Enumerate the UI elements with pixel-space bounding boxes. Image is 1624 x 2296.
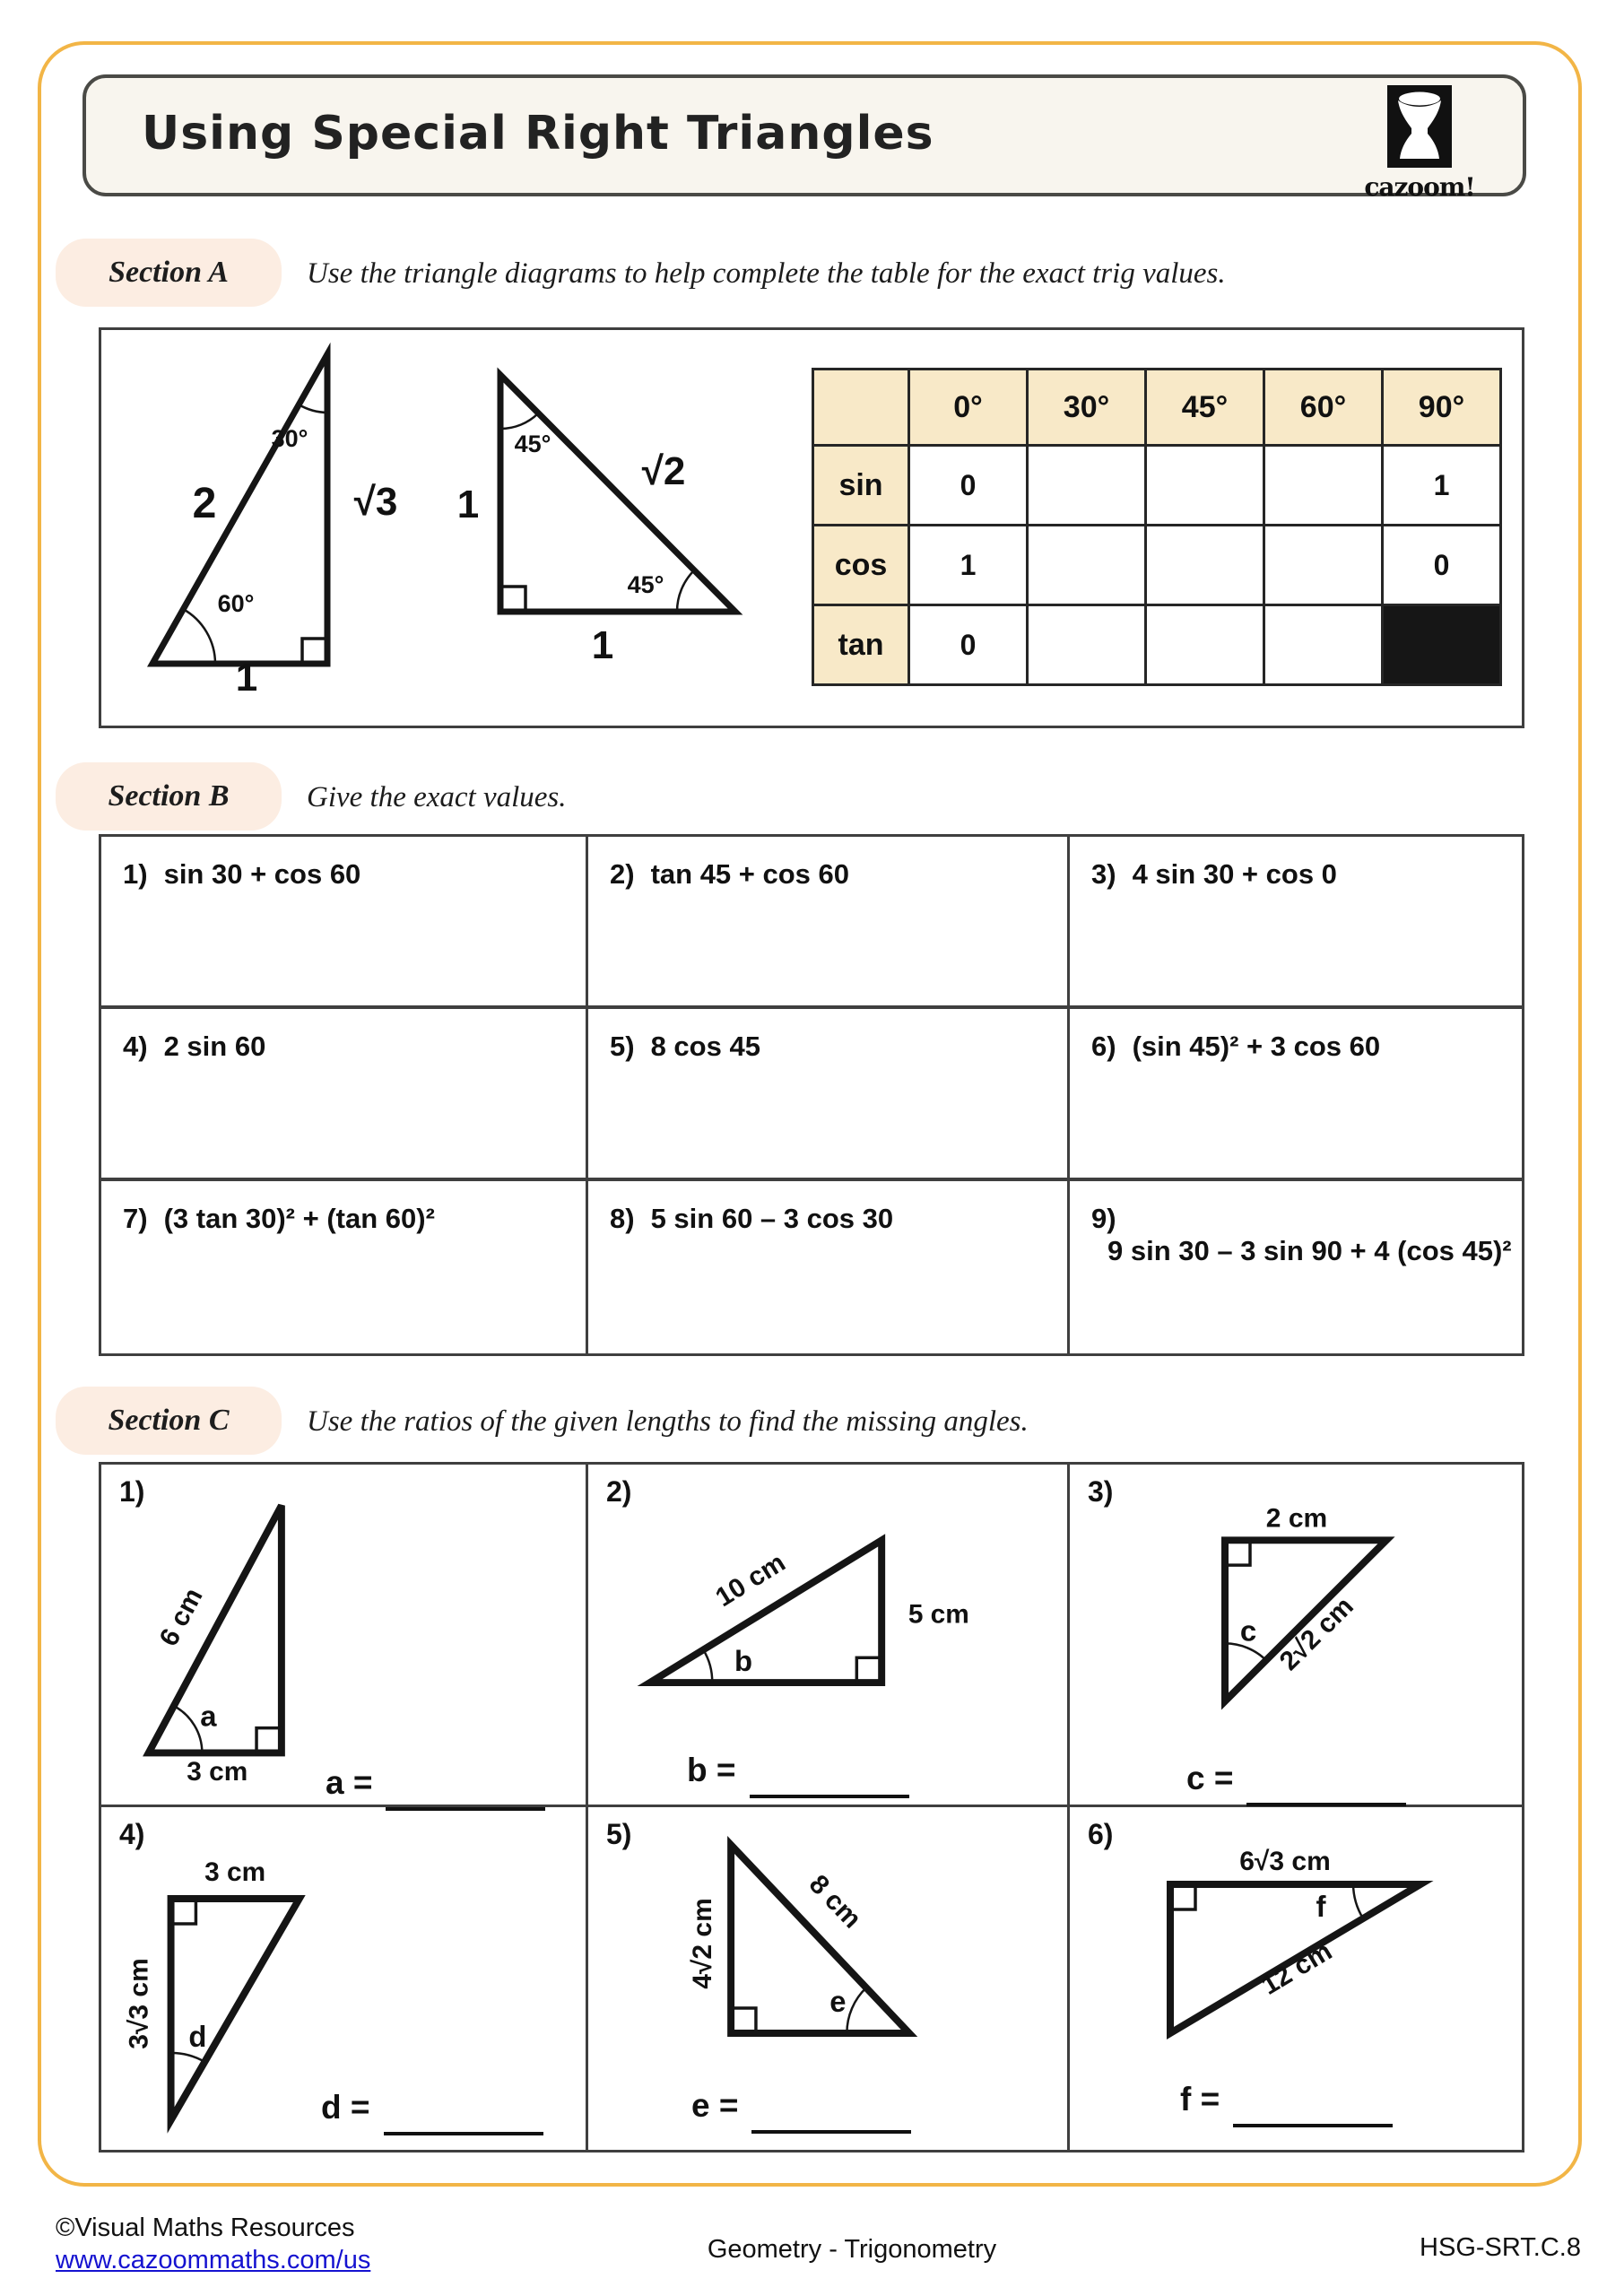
triangle-figure-a [101,1465,586,1805]
triangle-outline [500,375,735,612]
side-label-base-1: 1 [591,623,614,667]
triangle-outline [171,1899,300,2120]
base-label: 3 cm [187,1757,248,1787]
cell-sin-30 [1028,446,1146,526]
side-label: 3√3 cm [124,1958,154,2049]
section-a-instruction: Use the triangle diagrams to help complete the table for the exact trig values. [307,257,1226,290]
answer-line [1246,1761,1406,1806]
problem-number: 4) [119,1818,145,1850]
hypotenuse-label: 12 cm [1256,1935,1338,2001]
table-header-row [813,370,1501,446]
side-label-root3: √3 [353,480,398,524]
cell-sin-60 [1264,446,1383,526]
answer-line [386,1766,545,1811]
right-angle-marker [731,2008,756,2033]
side-label: 4√2 cm [688,1898,718,1989]
question-expression: 5 sin 60 – 3 cos 30 [650,1203,894,1234]
cell-cos-45 [1146,526,1264,605]
footer-standard-code: HSG-SRT.C.8 [1420,2233,1581,2262]
angle-arc-e [847,1987,866,2033]
section-a-content-box [99,327,1524,728]
question-cell-4 [101,1009,588,1181]
question-number: 4) [123,1031,148,1062]
question-expression: (sin 45)² + 3 cos 60 [1132,1031,1381,1062]
hypotenuse-label: 8 cm [803,1869,867,1935]
cell-tan-45 [1146,605,1264,685]
right-angle-marker [171,1899,196,1924]
cell-cos-0: 1 [909,526,1028,605]
cell-sin-45 [1146,446,1264,526]
col-header-30: 30° [1028,370,1146,446]
question-cell-3 [1070,837,1522,1009]
section-c-label-text: Section C [108,1404,230,1437]
answer-blank-b [687,1753,909,1798]
triangle-outline [152,354,327,664]
table-row-cos [813,526,1501,605]
angle-label-60: 60° [217,590,255,617]
angle-arc-30 [299,404,327,413]
question-cell-1 [101,837,588,1009]
side-label-base-1: 1 [235,656,258,700]
angle-arc-45-right [677,570,694,612]
trig-values-table [812,368,1502,686]
question-cell-5 [588,1009,1070,1181]
angle-label-b: b [734,1644,753,1678]
table-row-sin [813,446,1501,526]
answer-blank-a [326,1766,545,1811]
section-b-label [56,762,282,831]
problem-cell-3 [1070,1465,1522,1807]
cell-tan-0: 0 [909,605,1028,685]
angle-arc-45-top [500,413,538,429]
right-angle-marker [500,587,525,612]
top-side-label: 6√3 cm [1239,1847,1331,1876]
problem-cell-1 [101,1465,588,1807]
question-number: 5) [610,1031,635,1062]
angle-label-30: 30° [271,425,308,452]
row-label-cos: cos [813,526,909,605]
question-number: 1) [123,858,148,890]
angle-label-f: f [1316,1890,1326,1923]
question-cell-6 [1070,1009,1522,1181]
question-cell-7 [101,1181,588,1353]
section-a-label [56,239,282,307]
triangle-45-45-90-figure [448,350,807,673]
col-header-60: 60° [1264,370,1383,446]
problem-number: 5) [606,1818,632,1850]
answer-prefix: e = [691,2087,739,2124]
question-cell-2 [588,837,1070,1009]
footer-website-link[interactable]: www.cazoommaths.com/us [56,2246,371,2274]
row-label-sin: sin [813,446,909,526]
problem-cell-6 [1070,1807,1522,2150]
side-label: 5 cm [908,1599,969,1630]
cell-sin-90: 1 [1383,446,1501,526]
angle-label-e: e [829,1984,847,2019]
footer-category: Geometry - Trigonometry [707,2235,997,2264]
problem-number: 3) [1088,1475,1114,1508]
right-angle-marker [302,639,327,664]
table-corner-cell [813,370,909,446]
answer-prefix: d = [321,2089,370,2126]
angle-label-d: d [188,2019,207,2054]
hypotenuse-label: 2√2 cm [1273,1591,1359,1676]
row-label-tan: tan [813,605,909,685]
col-header-90: 90° [1383,370,1501,446]
angle-arc-a [174,1706,203,1753]
problem-cell-2 [588,1465,1070,1807]
angle-label-45-bottom: 45° [627,571,664,598]
angle-label-a: a [200,1699,217,1733]
question-expression: 2 sin 60 [163,1031,266,1062]
problem-number: 6) [1088,1818,1114,1850]
angle-arc-b [703,1649,712,1683]
col-header-45: 45° [1146,370,1264,446]
hypotenuse-label: 6 cm [153,1583,209,1651]
title-box [83,74,1526,202]
triangle-figure-c [1070,1465,1522,1805]
problem-cell-5 [588,1807,1070,2150]
right-angle-marker [1170,1884,1195,1909]
question-expression: tan 45 + cos 60 [650,858,850,890]
answer-prefix: a = [326,1764,373,1801]
brand-logo [1352,85,1487,202]
cell-tan-30 [1028,605,1146,685]
question-number: 7) [123,1203,148,1234]
answer-blank-c [1186,1761,1406,1806]
question-cell-8 [588,1181,1070,1353]
cell-cos-90: 0 [1383,526,1501,605]
top-side-label: 3 cm [204,1857,266,1888]
answer-blank-f [1180,2083,1393,2127]
answer-line [1233,2083,1393,2127]
cell-cos-60 [1264,526,1383,605]
top-side-label: 2 cm [1265,1503,1328,1534]
problem-number: 2) [606,1475,632,1508]
side-label-root2: √2 [641,449,686,493]
question-cell-9 [1070,1181,1522,1353]
section-b-question-grid [99,834,1524,1356]
col-header-0: 0° [909,370,1028,446]
question-expression: 8 cos 45 [650,1031,760,1062]
djembe-drum-icon [1387,85,1452,168]
question-number: 9) [1091,1203,1116,1234]
answer-prefix: f = [1180,2081,1220,2118]
problem-number: 1) [119,1475,145,1508]
angle-label-c: c [1239,1613,1257,1648]
section-b-label-text: Section B [108,779,230,813]
angle-arc-f [1353,1884,1363,1918]
right-angle-marker [256,1728,282,1753]
cell-tan-90-undefined [1383,605,1501,685]
answer-prefix: c = [1186,1760,1234,1796]
angle-arc-60 [183,609,215,664]
question-expression: sin 30 + cos 60 [163,858,361,890]
side-label-hypotenuse-2: 2 [192,480,217,527]
right-angle-marker [856,1657,881,1683]
question-expression: (3 tan 30)² + (tan 60)² [163,1203,435,1234]
side-label-left-1: 1 [456,483,480,526]
answer-blank-e [691,2089,911,2134]
question-number: 8) [610,1203,635,1234]
cell-tan-60 [1264,605,1383,685]
angle-arc-d [171,2053,205,2062]
page-title: Using Special Right Triangles [142,107,934,161]
question-expression: 9 sin 30 – 3 sin 90 + 4 (cos 45)² [1107,1235,1512,1266]
question-number: 6) [1091,1031,1116,1062]
cell-cos-30 [1028,526,1146,605]
hypotenuse-label: 10 cm [710,1547,791,1613]
footer-copyright: ©Visual Maths Resources [56,2213,355,2242]
brand-name: cazoom! [1364,172,1475,202]
section-c-label [56,1387,282,1455]
answer-prefix: b = [687,1752,736,1788]
answer-blank-d [321,2091,543,2135]
right-angle-marker [1225,1540,1250,1565]
problem-cell-4 [101,1807,588,2150]
question-number: 3) [1091,858,1116,890]
question-number: 2) [610,858,635,890]
cell-sin-0: 0 [909,446,1028,526]
answer-line [750,1753,909,1798]
section-a-label-text: Section A [109,256,229,289]
question-expression: 4 sin 30 + cos 0 [1132,858,1337,890]
section-c-problem-grid [99,1462,1524,2152]
section-b-instruction: Give the exact values. [307,781,567,813]
angle-label-45-top: 45° [514,430,551,457]
table-row-tan [813,605,1501,685]
answer-line [751,2089,911,2134]
section-c-instruction: Use the ratios of the given lengths to find the missing angles. [307,1405,1029,1438]
answer-line [384,2091,543,2135]
